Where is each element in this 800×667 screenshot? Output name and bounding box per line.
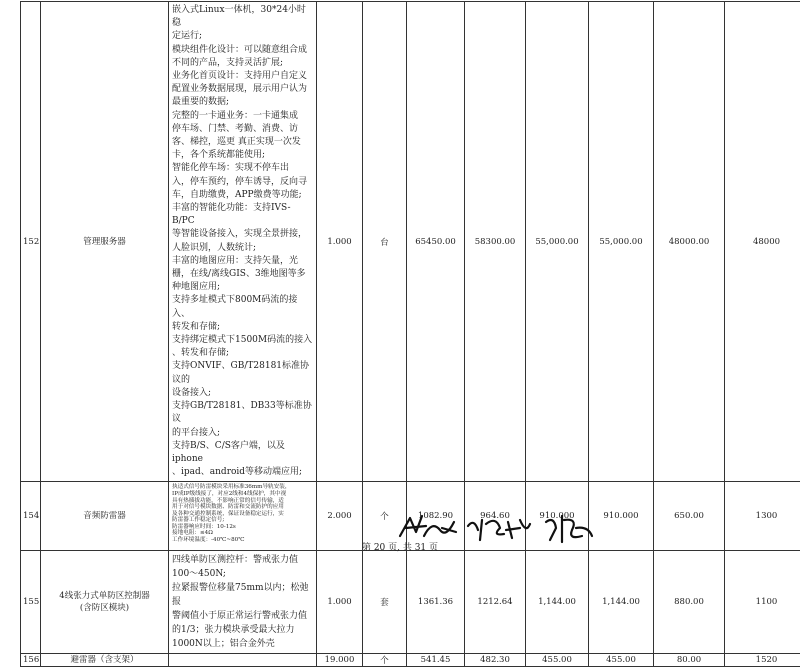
unit: 个: [363, 482, 407, 551]
spec-text: 执适式信号防雷模块采用标准36mm导轨安装， IP成IP级线接了，对应2线和4线保护，其中视 具有热插拔功能，不影响正常的信号传输，适 用于对信号模块数据、防雷和交流防护的应用 及各种交通控制系统，保证设备稳定运行，实 防雷器工作稳定信号; 防雷器响应时间：10-12s 接地电阻：≤4Ω 工作环境温度：-40℃~80℃: [172, 484, 313, 543]
price-5: 48000.00: [654, 2, 725, 482]
row-number: 156: [21, 654, 41, 667]
price-2: 1212.64: [465, 551, 526, 654]
price-3: 55,000.00: [526, 2, 589, 482]
price-3: 910.000: [526, 482, 589, 551]
item-name: 音频防雷器: [41, 482, 169, 551]
total: 48000: [725, 2, 800, 482]
item-spec: [169, 2, 317, 482]
item-name: 4线张力式单防区控制器 (含防区模块): [41, 551, 169, 654]
table-row: [21, 654, 800, 667]
spec-text: 嵌入式Linux一体机，30*24小时稳 定运行; 模块组件化设计：可以随意组合成 不同的产品，支持灵活扩展; 业务化首页设计：支持用户自定义 配置业务数据展现，展示用户认为 最重要的数据; 完整的一卡通业务：一卡通集成 停车场、门禁、考勤、消费、访 客、梯控，巡更 真正实现一次发 卡，各个系统都能使用; 智能化停车场：实现不停车出 入，停车预约，停车诱导，反向寻 车，自助缴费，APP缴费等功能; 丰富的智能化功能：支持IVS-B/PC 等智能设备接入，实现全景拼接， 人脸识别，人数统计; 丰富的地图应用：支持矢量，光 栅，在线/离线GIS、3维地图等多 种地图应用; 支持多址模式下800M码流的接入、 转发和存储; 支持绑定模式下1500M码流的接入 、转发和存储; 支持ONVIF、GB/T28181标准协议的 设备接入; 支持GB/T28181、DB33等标准协议 的平台接入; 支持B/S、C/S客户端，以及iphone 、ipad、android等移动端应用;: [172, 4, 313, 479]
price-1: 1082.90: [407, 482, 465, 551]
price-5: 650.00: [654, 482, 725, 551]
total: 1100: [725, 551, 800, 654]
row-number: 155: [21, 551, 41, 654]
quantity: 1.000: [317, 551, 363, 654]
price-2: 964.60: [465, 482, 526, 551]
row-number: 154: [21, 482, 41, 551]
item-spec: [169, 654, 317, 667]
price-5: 80.00: [654, 654, 725, 667]
price-1: 541.45: [407, 654, 465, 667]
quantity: 1.000: [317, 2, 363, 482]
price-4: 1,144.00: [589, 551, 654, 654]
item-spec: [169, 551, 317, 654]
price-1: 1361.36: [407, 551, 465, 654]
unit: 套: [363, 551, 407, 654]
item-name: 管理服务器: [41, 2, 169, 482]
price-3: 455.00: [526, 654, 589, 667]
price-4: 55,000.00: [589, 2, 654, 482]
price-1: 65450.00: [407, 2, 465, 482]
total: 1520: [725, 654, 800, 667]
price-2: 58300.00: [465, 2, 526, 482]
spec-text: 四线单防区测控杆：警戒张力值 100～450N; 拉紧报警位移量75mm以内；松弛报 警阈值小于原正常运行警戒张力值 的1/3；张力模块承受最大拉力 1000N以上；铝合金外壳: [172, 553, 313, 651]
quotation-table: [20, 1, 800, 667]
total: 1300: [725, 482, 800, 551]
price-4: 910.000: [589, 482, 654, 551]
quantity: 2.000: [317, 482, 363, 551]
price-2: 482.30: [465, 654, 526, 667]
table-row: [21, 2, 800, 482]
price-5: 880.00: [654, 551, 725, 654]
table-row: [21, 551, 800, 654]
page-footer: 第 20 页, 共 31 页: [0, 540, 800, 553]
price-3: 1,144.00: [526, 551, 589, 654]
item-name: 避雷器（含支架）: [41, 654, 169, 667]
unit: 个: [363, 654, 407, 667]
quantity: 19.000: [317, 654, 363, 667]
price-4: 455.00: [589, 654, 654, 667]
row-number: 152: [21, 2, 41, 482]
unit: 台: [363, 2, 407, 482]
